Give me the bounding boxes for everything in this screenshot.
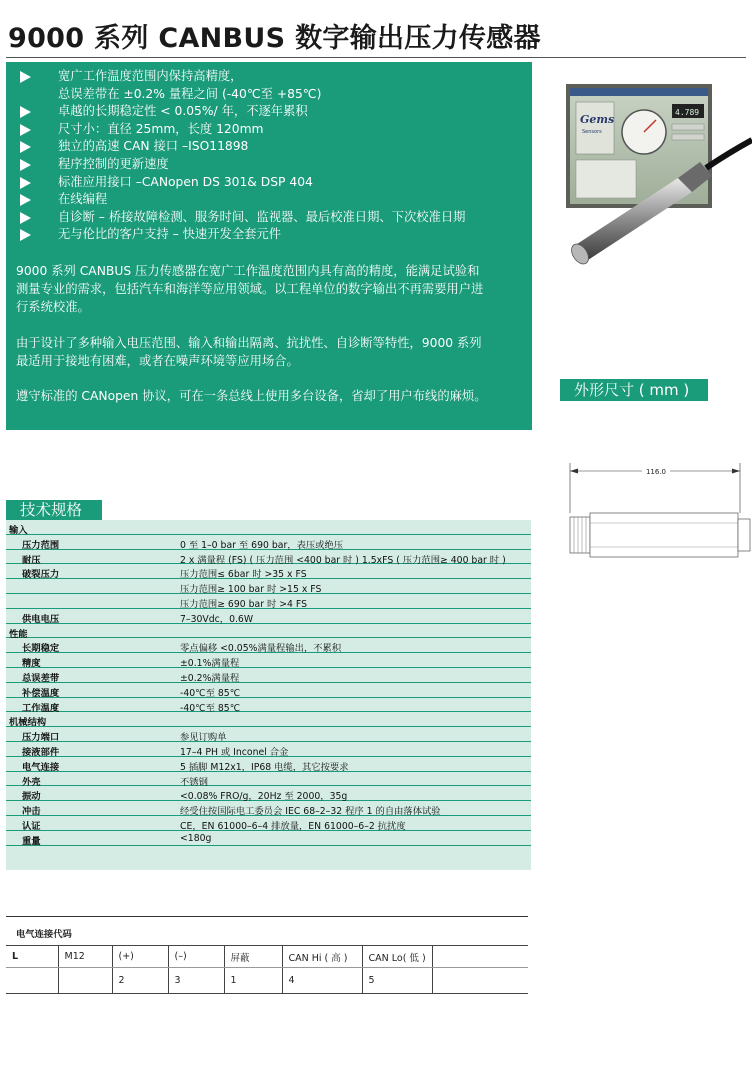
spec-row	[6, 564, 531, 579]
triangle-bullet-icon	[20, 141, 31, 153]
spec-section-row	[6, 712, 531, 727]
spec-value: -40℃至 85℃	[180, 687, 241, 699]
spec-value: 7–30Vdc，0.6W	[180, 613, 254, 625]
spec-value: 5 插脚 M12x1，IP68 电缆，其它按要求	[180, 761, 349, 773]
spec-row	[6, 786, 531, 801]
arrow-left-icon	[570, 469, 578, 474]
spec-key: 认证	[22, 820, 41, 832]
triangle-bullet-icon	[20, 194, 31, 206]
spec-row	[6, 668, 531, 683]
spec-row	[6, 772, 531, 787]
spec-value: <180g	[180, 832, 212, 844]
table-cell: 屏蔽	[224, 946, 282, 968]
triangle-bullet-icon	[20, 106, 31, 118]
spec-value: 不锈钢	[180, 776, 208, 788]
spec-value: 压力范围≥ 100 bar 时 >15 x FS	[180, 584, 322, 596]
spec-row	[6, 535, 531, 550]
feature-item: 尺寸小：直径 25mm，长度 120mm	[20, 121, 465, 139]
spec-key: 接液部件	[22, 746, 60, 758]
table-cell: 4	[282, 968, 362, 994]
table-cell: 1	[224, 968, 282, 994]
table-cell: L	[6, 946, 58, 968]
triangle-bullet-icon	[20, 177, 31, 189]
spec-row	[6, 653, 531, 668]
spec-row	[6, 594, 531, 609]
gems-logo-subtitle: Sensors	[582, 129, 602, 135]
sensor-outline-body	[590, 513, 738, 557]
table-cell: 3	[168, 968, 224, 994]
spec-row	[6, 801, 531, 816]
table-cell	[58, 968, 112, 994]
spec-value: ±0.1%满量程	[180, 658, 240, 670]
triangle-bullet-icon	[20, 159, 31, 171]
description-paragraph-3: 遵守标准的 CANopen 协议，可在一条总线上使用多台设备，省却了用户布线的麻烦。	[16, 389, 487, 403]
spec-value: 参见订购单	[180, 732, 227, 744]
gems-logo-panel	[576, 102, 614, 154]
spec-value: 0 至 1–0 bar 至 690 bar，表压或绝压	[180, 539, 344, 551]
spec-key: 重量	[22, 835, 41, 847]
spec-value: CE，EN 61000–6–4 排放量，EN 61000–6–2 抗扰度	[180, 820, 406, 832]
spec-section-row	[6, 624, 531, 639]
spec-row	[6, 698, 531, 713]
spec-key: 压力范围	[22, 539, 60, 551]
spec-row	[6, 727, 531, 742]
spec-row	[6, 609, 531, 624]
sensor-outline-port	[570, 517, 590, 553]
spec-key: 外壳	[22, 776, 41, 788]
feature-item: 宽广工作温度范围内保持高精度， 总误差带在 ±0.2% 量程之间 (-40℃至 +85℃)	[20, 68, 465, 103]
product-photo	[560, 70, 752, 280]
spec-key: 冲击	[22, 806, 41, 818]
spec-table-footer	[6, 846, 531, 870]
spec-row	[6, 757, 531, 772]
spec-row	[6, 816, 531, 831]
spec-key: 补偿温度	[22, 687, 60, 699]
control-button	[672, 134, 704, 140]
table-cell	[6, 968, 58, 994]
table-cell: M12	[58, 946, 112, 968]
triangle-bullet-icon	[20, 229, 31, 241]
triangle-bullet-icon	[20, 71, 31, 83]
connection-divider	[6, 916, 528, 917]
sensor-outline-connector	[738, 519, 750, 551]
gems-logo: Gems	[580, 113, 615, 126]
spec-key: 性能	[9, 628, 28, 640]
spec-value: 17–4 PH 或 Inconel 合金	[180, 746, 289, 758]
triangle-bullet-icon	[20, 124, 31, 136]
spec-row	[6, 638, 531, 653]
spec-row	[6, 550, 531, 565]
spec-value: 压力范围≤ 6bar 时 >35 x FS	[180, 569, 307, 581]
spec-key: 耐压	[22, 554, 41, 566]
spec-value: 零点偏移 <0.05%满量程输出，不累积	[180, 643, 342, 655]
spec-value: -40℃至 85℃	[180, 702, 241, 714]
feature-item: 无与伦比的客户支持 – 快速开发全套元件	[20, 226, 465, 244]
dimension-drawing	[560, 455, 752, 595]
spec-row	[6, 683, 531, 698]
spec-key: 输入	[9, 525, 28, 536]
description-paragraph-1: 9000 系列 CANBUS 压力传感器在宽广工作温度范围内具有高的精度，能满足试验和 测量专业的需求，包括汽车和海洋等应用领域。以工程单位的数字输出不再需要用户进 行系统校准。	[16, 264, 484, 314]
connection-header-row	[6, 946, 528, 968]
settings-panel	[576, 160, 636, 198]
spec-value: 2 x 满量程 (FS) ( 压力范围 <400 bar 时 ) 1.5xFS ( 压力范围≥ 400 bar 时 )	[180, 554, 506, 566]
spec-key: 破裂压力	[22, 569, 60, 581]
feature-list	[20, 68, 465, 244]
table-cell: (–)	[168, 946, 224, 968]
spec-value: <0.08% FRO/g，20Hz 至 2000，35g	[180, 791, 348, 803]
table-cell: CAN Hi ( 高 )	[282, 946, 362, 968]
connection-table	[6, 945, 528, 994]
table-cell	[432, 946, 528, 968]
connection-pin-row	[6, 968, 528, 994]
title-divider	[6, 57, 746, 58]
feature-item: 程序控制的更新速度	[20, 156, 465, 174]
specs-table	[6, 520, 531, 870]
spec-key: 总误差带	[22, 672, 60, 684]
feature-item: 独立的高速 CAN 接口 –ISO11898	[20, 138, 465, 156]
spec-value: ±0.2%满量程	[180, 672, 240, 684]
table-cell: CAN Lo( 低 )	[362, 946, 432, 968]
spec-key: 电气连接	[22, 761, 60, 773]
feature-item: 卓越的长期稳定性 < 0.05%/ 年，不逐年累积	[20, 103, 465, 121]
spec-row	[6, 831, 531, 846]
arrow-right-icon	[732, 469, 740, 474]
connection-title: 电气连接代码	[16, 929, 72, 940]
page-title: 9000 系列 CANBUS 数字输出压力传感器	[8, 23, 541, 54]
spec-row	[6, 579, 531, 594]
specs-heading: 技术规格	[6, 500, 102, 520]
window-titlebar	[570, 88, 708, 96]
spec-section-row	[6, 520, 531, 535]
spec-key: 供电电压	[22, 613, 60, 625]
spec-value: 经受住按国际电工委员会 IEC 68–2–32 程序 1 的自由落体试验	[180, 806, 441, 818]
feature-item: 标准应用接口 –CANopen DS 301& DSP 404	[20, 174, 465, 192]
spec-value: 压力范围≥ 690 bar 时 >4 FS	[180, 598, 308, 610]
features-panel	[6, 62, 532, 430]
spec-key: 压力端口	[22, 732, 60, 744]
spec-key: 工作温度	[22, 702, 60, 714]
spec-key: 振动	[22, 791, 41, 803]
spec-key: 机械结构	[9, 717, 47, 729]
sensor-cable	[706, 140, 752, 168]
spec-key: 精度	[22, 658, 41, 670]
description-paragraph-2: 由于设计了多种输入电压范围、输入和输出隔离、抗扰性、自诊断等特性，9000 系列 最适用于接地有困难，或者在噪声环境等应用场合。	[16, 336, 482, 368]
dimension-length-value: 116.0	[645, 468, 667, 476]
feature-item: 自诊断 – 桥接故障检测、服务时间、监视器、最后校准日期、下次校准日期	[20, 209, 465, 227]
feature-item: 在线编程	[20, 191, 465, 209]
table-cell: 5	[362, 968, 432, 994]
table-cell: (+)	[112, 946, 168, 968]
triangle-bullet-icon	[20, 212, 31, 224]
spec-key: 长期稳定	[22, 643, 60, 655]
table-cell: 2	[112, 968, 168, 994]
table-cell	[432, 968, 528, 994]
digital-readout-value: 4.789	[675, 108, 700, 117]
control-button	[672, 124, 704, 130]
dimensions-heading: 外形尺寸 ( mm )	[560, 379, 708, 401]
spec-row	[6, 742, 531, 757]
